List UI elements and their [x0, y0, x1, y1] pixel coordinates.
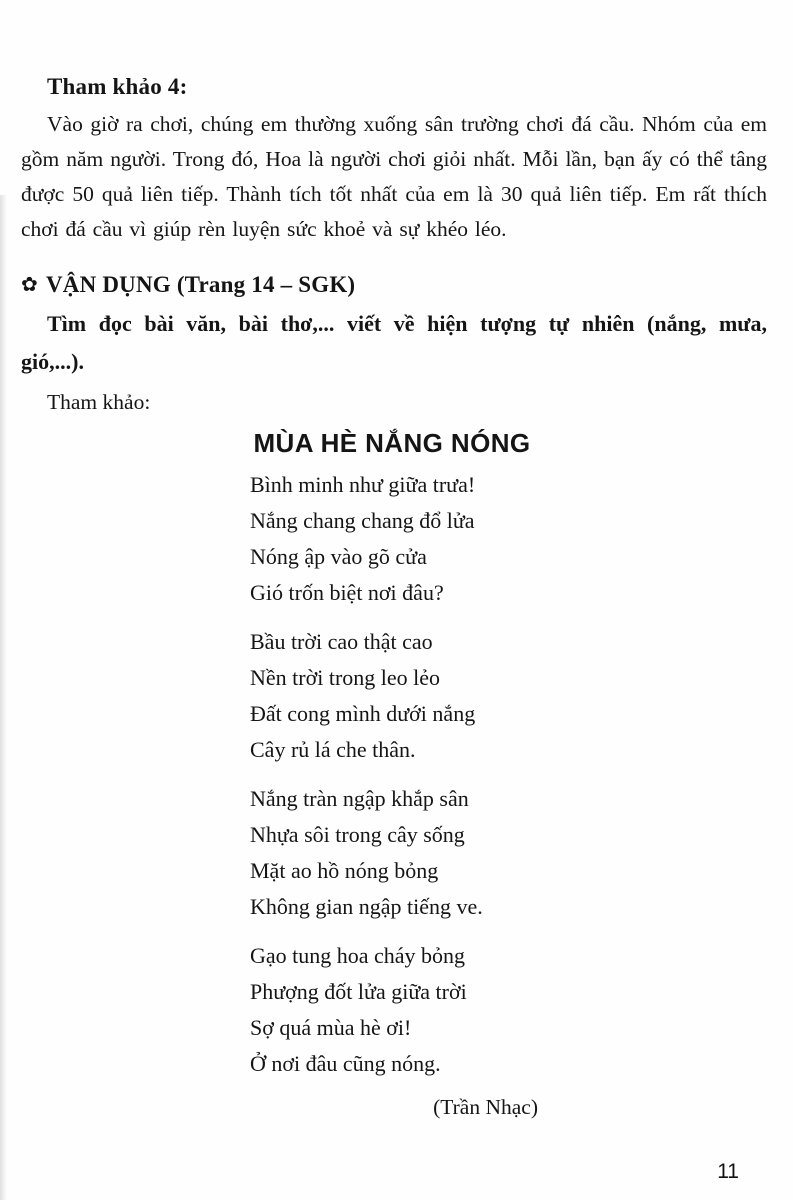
poem-line: Cây rủ lá che thân.	[250, 737, 416, 762]
poem	[250, 428, 570, 1120]
reference-label: Tham khảo:	[47, 390, 151, 414]
poem-line: Ở nơi đâu cũng nóng.	[250, 1051, 441, 1076]
poem-title: MÙA HÈ NẮNG NÓNG	[253, 428, 531, 458]
section-heading	[21, 272, 767, 298]
page-number: 11	[717, 1160, 739, 1183]
poem-line: Phượng đốt lửa giữa trời	[250, 979, 467, 1004]
poem-line: Nắng chang chang đổ lửa	[250, 508, 475, 533]
section-title: VẬN DỤNG (Trang 14 – SGK)	[45, 272, 356, 297]
poem-line: Bầu trời cao thật cao	[250, 629, 433, 654]
poem-line: Nền trời trong leo lẻo	[250, 665, 441, 690]
page-edge-shadow	[0, 195, 7, 1200]
poem-line: Nắng tràn ngập khắp sân	[250, 786, 469, 811]
florette-icon: ✿	[21, 272, 38, 296]
poem-line: Nhựa sôi trong cây sống	[250, 822, 465, 847]
poem-author: (Trần Nhạc)	[433, 1095, 538, 1119]
poem-line: Mặt ao hồ nóng bỏng	[250, 858, 439, 883]
poem-line: Sợ quá mùa hè ơi!	[250, 1015, 412, 1040]
page-content	[21, 0, 767, 1120]
poem-line: Gió trốn biệt nơi đâu?	[250, 580, 444, 605]
reference-heading: Tham khảo 4:	[47, 74, 188, 99]
poem-stanza-4	[250, 938, 570, 1082]
poem-line: Nóng ập vào gõ cửa	[250, 544, 427, 569]
poem-line: Không gian ngập tiếng ve.	[250, 894, 483, 919]
poem-stanza-3	[250, 781, 570, 925]
poem-line: Bình minh như giữa trưa!	[250, 472, 476, 497]
task-text: Tìm đọc bài văn, bài thơ,... viết về hiện tượng tự nhiên (nắng, mưa, gió,...).	[21, 311, 767, 374]
poem-line: Gạo tung hoa cháy bỏng	[250, 943, 466, 968]
reference-paragraph: Vào giờ ra chơi, chúng em thường xuống sân trường chơi đá cầu. Nhóm của em gồm năm người. Trong đó, Hoa là người chơi giỏi nhất. Mỗi lần, bạn ấy có thể tâng được 50 quả liên tiếp. Thành tích tốt nhất của em là 30 quả liên tiếp. Em rất thích chơi đá cầu vì giúp rèn luyện sức khoẻ và sự khéo léo.	[21, 112, 767, 241]
poem-line: Đất cong mình dưới nắng	[250, 701, 476, 726]
poem-stanza-1	[250, 467, 570, 611]
poem-stanza-2	[250, 624, 570, 768]
